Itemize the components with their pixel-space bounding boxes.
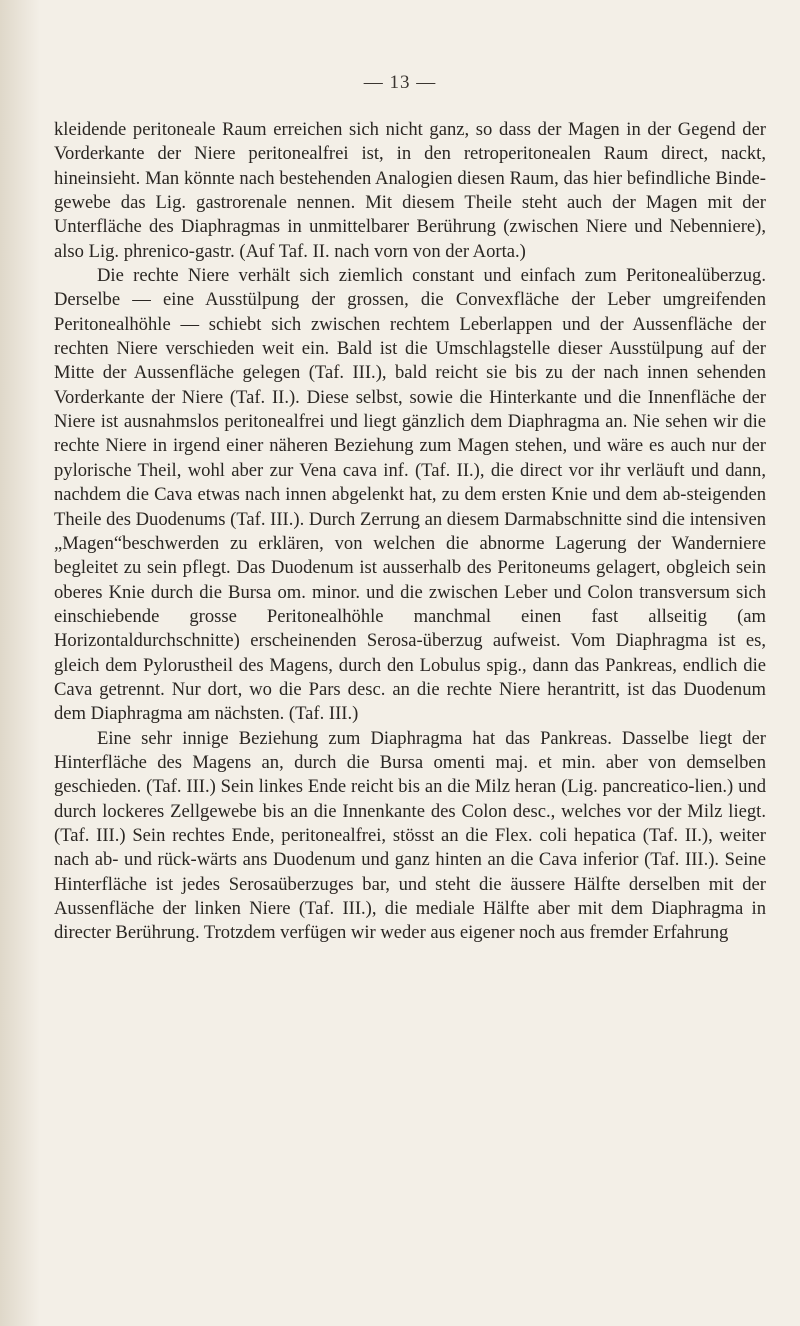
paragraph-3: Eine sehr innige Beziehung zum Diaphragma hat das Pankreas. Dasselbe liegt der Hinterfläche des Magens an, durch die Bursa omenti maj. et min. aber von demselben geschieden. (Taf. III.) Sein linkes Ende reicht bis an die Milz heran (Lig. pancreatico-lien.) und durch lockeres Zellgewebe bis an die Innenkante des Colon desc., welches vor der Milz liegt. (Taf. III.) Sein rechtes Ende, peritonealfrei, stösst an die Flex. coli hepatica (Taf. II.), weiter nach ab- und rück-wärts ans Duodenum und ganz hinten an die Cava inferior (Taf. III.). Seine Hinterfläche ist jedes Serosaüberzuges bar, und steht die äussere Hälfte derselben mit der Aussenfläche der linken Niere (Taf. III.), die mediale Hälfte aber mit dem Diaphragma in directer Berührung. Trotzdem verfügen wir weder aus eigener noch aus fremder Erfahrung <box>54 727 766 944</box>
page-number: — 13 — <box>363 72 437 93</box>
body-text <box>54 118 766 946</box>
paragraph-1: kleidende peritoneale Raum erreichen sich nicht ganz, so dass der Magen in der Gegend der Vorderkante der Niere peritonealfrei ist, in den retroperitonealen Raum direct, nackt, hineinsieht. Man könnte nach bestehenden Analogien diesen Raum, das hier befindliche Binde-gewebe das Lig. gastrorenale nennen. Mit diesem Theile steht auch der Magen mit der Unterfläche des Diaphragmas in unmittelbarer Berührung (zwischen Niere und Nebenniere), also Lig. phrenico-gastr. (Auf Taf. II. nach vorn von der Aorta.) <box>54 119 766 262</box>
paragraph-2: Die rechte Niere verhält sich ziemlich constant und einfach zum Peritonealüberzug. Derselbe — eine Ausstülpung der grossen, die Convexfläche der Leber umgreifenden Peritonealhöhle — schiebt sich zwischen rechtem Leberlappen und der Aussenfläche der rechten Niere verschieden weit ein. Bald ist die Umschlagstelle dieser Ausstülpung auf der Mitte der Aussenfläche gelegen (Taf. III.), bald reicht sie bis zu der nach innen sehenden Vorderkante der Niere (Taf. II.). Diese selbst, sowie die Hinterkante und die Innenfläche der Niere ist ausnahmslos peritonealfrei und liegt gänzlich dem Diaphragma an. Nie sehen wir die rechte Niere in irgend einer näheren Beziehung zum Magen stehen, und wäre es auch nur der pylorische Theil, wohl aber zur Vena cava inf. (Taf. II.), die direct vor ihr verläuft und dann, nachdem die Cava etwas nach innen abgelenkt hat, zu dem ersten Knie und dem ab-steigenden Theile des Duodenums (Taf. III.). Durch Zerrung an diesem Darmabschnitte sind die intensiven „Magen“beschwerden zu erklären, von welchen die abnorme Lagerung der Wanderniere begleitet zu sein pflegt. Das Duodenum ist ausserhalb des Peritoneums gelagert, obgleich sein oberes Knie durch die Bursa om. minor. und die zwischen Leber und Colon transversum sich einschiebende grosse Peritonealhöhle manchmal einen fast allseitig (am Horizontaldurchschnitte) erscheinenden Serosa-überzug aufweist. Vom Diaphragma ist es, gleich dem Pylorustheil des Magens, durch den Lobulus spig., dann das Pankreas, endlich die Cava getrennt. Nur dort, wo die Pars desc. an die rechte Niere herantritt, ist das Duodenum dem Diaphragma am nächsten. (Taf. III.) <box>54 265 766 725</box>
